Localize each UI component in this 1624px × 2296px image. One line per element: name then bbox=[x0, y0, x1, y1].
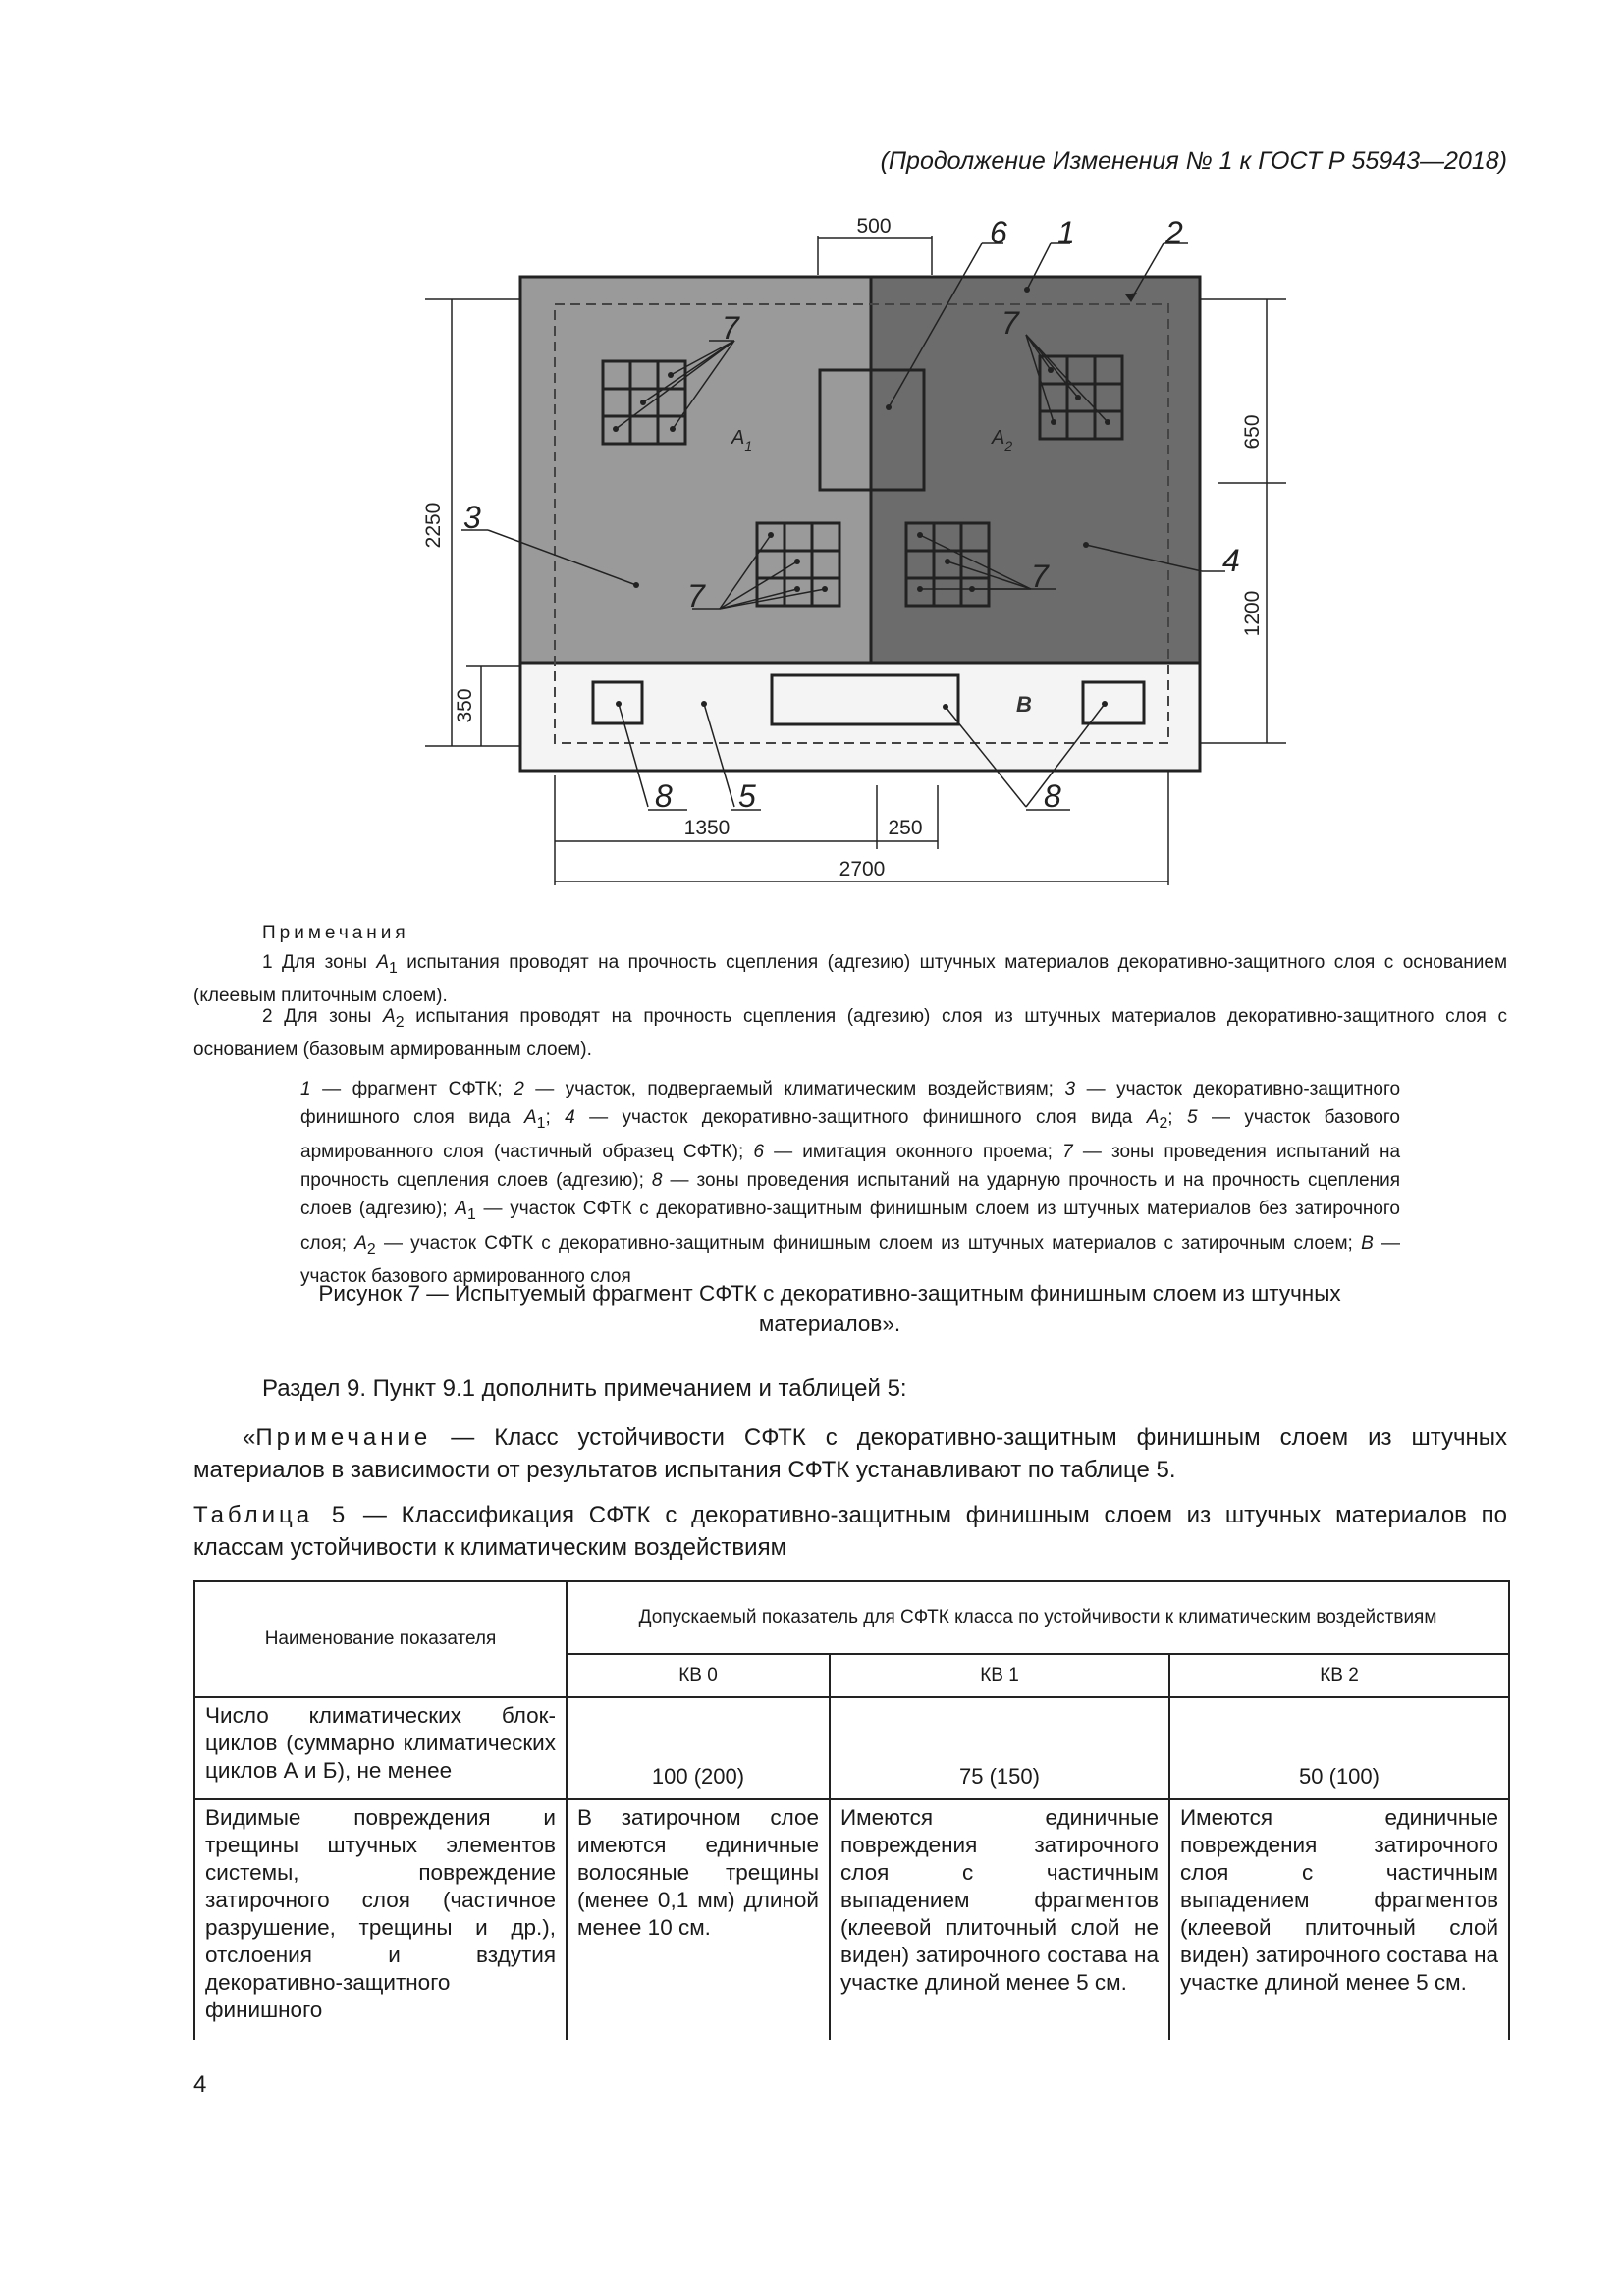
callout-8-b: 8 bbox=[1044, 778, 1061, 814]
figure-caption: Рисунок 7 — Испытуемый фрагмент СФТК с декоративно-защитным финишным слоем из штучных материалов». bbox=[318, 1281, 1341, 1336]
callout-3: 3 bbox=[463, 500, 481, 535]
callout-5: 5 bbox=[738, 778, 756, 814]
dim-2700: 2700 bbox=[839, 858, 886, 881]
callout-7-b: 7 bbox=[1001, 305, 1019, 341]
running-header: (Продолжение Изменения № 1 к ГОСТ Р 55943—2018) bbox=[880, 147, 1507, 175]
label-a1: $A_1$ bbox=[731, 427, 753, 454]
figure-7-drawing bbox=[0, 0, 1624, 923]
row-value-kv2: 50 (100) bbox=[1169, 1697, 1509, 1799]
dim-350: 350 bbox=[454, 688, 476, 723]
row-value-kv1: 75 (150) bbox=[830, 1697, 1169, 1799]
dim-2250: 2250 bbox=[422, 502, 445, 549]
callout-4: 4 bbox=[1222, 543, 1240, 578]
row-value-kv0: В затирочном слое имеются единичные волосяные трещины (менее 0,1 мм) длиной менее 10 см. bbox=[567, 1799, 830, 2040]
dim-500: 500 bbox=[856, 215, 892, 238]
header-indicator-name: Наименование показателя bbox=[194, 1581, 567, 1697]
table-header-row bbox=[194, 1581, 1509, 1654]
row-name: Число климатических блок-циклов (суммарно климатических циклов А и Б), не менее bbox=[194, 1697, 567, 1799]
table-title: Таблица 5 — Классификация СФТК с декоративно-защитным финишным слоем из штучных материалов по классам устойчивости к климатическим воздействиям bbox=[193, 1502, 1507, 1561]
callout-1: 1 bbox=[1057, 215, 1075, 250]
callout-7-a: 7 bbox=[722, 310, 739, 346]
header-class-kv0: КВ 0 bbox=[567, 1654, 830, 1697]
callout-7-c: 7 bbox=[1031, 559, 1049, 594]
label-b: B bbox=[1016, 692, 1032, 717]
dim-650: 650 bbox=[1241, 414, 1264, 450]
page-number: 4 bbox=[193, 2071, 207, 2098]
note-paragraph: «Примечание — Класс устойчивости СФТК с декоративно-защитным финишным слоем из штучных материалов в зависимости от результатов испытания СФТК устанавливают по таблице 5. bbox=[193, 1424, 1507, 1483]
figure-legend: 1 — фрагмент СФТК; 2 — участок, подвергаемый климатическим воздействиям; 3 — участок декоративно-защитного финишного слоя вида $A_1$; 4 — участок декоративно-защитного финишного слоя вида $A_2$; 5 — участок базового армированного слоя (частичный образец СФТК); 6 — имитация оконного проема; 7 — зоны проведения испытаний на прочность сцепления слоев (адгезию); 8 — зоны проведения испытаний на ударную прочность и на прочность сцепления слоев (адгезию); $A_1$ — участок СФТК с декоративно-защитным финишным слоем из штучных материалов без затирочного слоя; $A_2$ — участок СФТК с декоративно-защитным финишным слоем из штучных материалов с затирочным слоем; B — участок базового армированного слоя bbox=[300, 1079, 1401, 1288]
callout-6: 6 bbox=[990, 215, 1007, 250]
callout-7-d: 7 bbox=[687, 578, 705, 614]
label-a2: $A_2$ bbox=[992, 427, 1013, 454]
callout-2: 2 bbox=[1165, 215, 1183, 250]
section-heading: Раздел 9. Пункт 9.1 дополнить примечанием и таблицей 5: bbox=[262, 1375, 907, 1402]
table-5 bbox=[193, 1580, 1510, 2040]
dim-1200: 1200 bbox=[1241, 590, 1264, 637]
header-class-kv1: КВ 1 bbox=[830, 1654, 1169, 1697]
note-1: 1 Для зоны $A_1$ испытания проводят на прочность сцепления (адгезию) штучных материалов декоративно-защитного слоя с основанием (клеевым плиточным слоем). bbox=[193, 952, 1508, 1006]
note-2: 2 Для зоны $A_2$ испытания проводят на прочность сцепления (адгезию) слоя из штучных материалов декоративно-защитного слоя с основанием (базовым армированным слоем). bbox=[193, 1006, 1507, 1060]
row-value-kv2: Имеются единичные повреждения затирочного слоя с частичным выпадением фрагментов (клеевой плиточный слой виден) затирочного состава на участке длиной менее 5 см. bbox=[1169, 1799, 1509, 2040]
table-row bbox=[194, 1697, 1509, 1799]
row-value-kv1: Имеются единичные повреждения затирочного слоя с частичным выпадением фрагментов (клеевой плиточный слой не виден) затирочного состава на участке длиной менее 5 см. bbox=[830, 1799, 1169, 2040]
dim-1350: 1350 bbox=[683, 817, 731, 839]
header-group: Допускаемый показатель для СФТК класса по устойчивости к климатическим воздействиям bbox=[567, 1581, 1509, 1654]
dim-250: 250 bbox=[888, 817, 923, 839]
notes-title: Примечания bbox=[262, 923, 409, 943]
callout-8-a: 8 bbox=[655, 778, 673, 814]
row-name: Видимые повреждения и трещины штучных элементов системы, повреждение затирочного слоя (частичное разрушение, трещины и др.), отслоения и вздутия декоративно-защитного финишного bbox=[194, 1799, 567, 2040]
header-class-kv2: КВ 2 bbox=[1169, 1654, 1509, 1697]
row-value-kv0: 100 (200) bbox=[567, 1697, 830, 1799]
table-row bbox=[194, 1799, 1509, 2040]
